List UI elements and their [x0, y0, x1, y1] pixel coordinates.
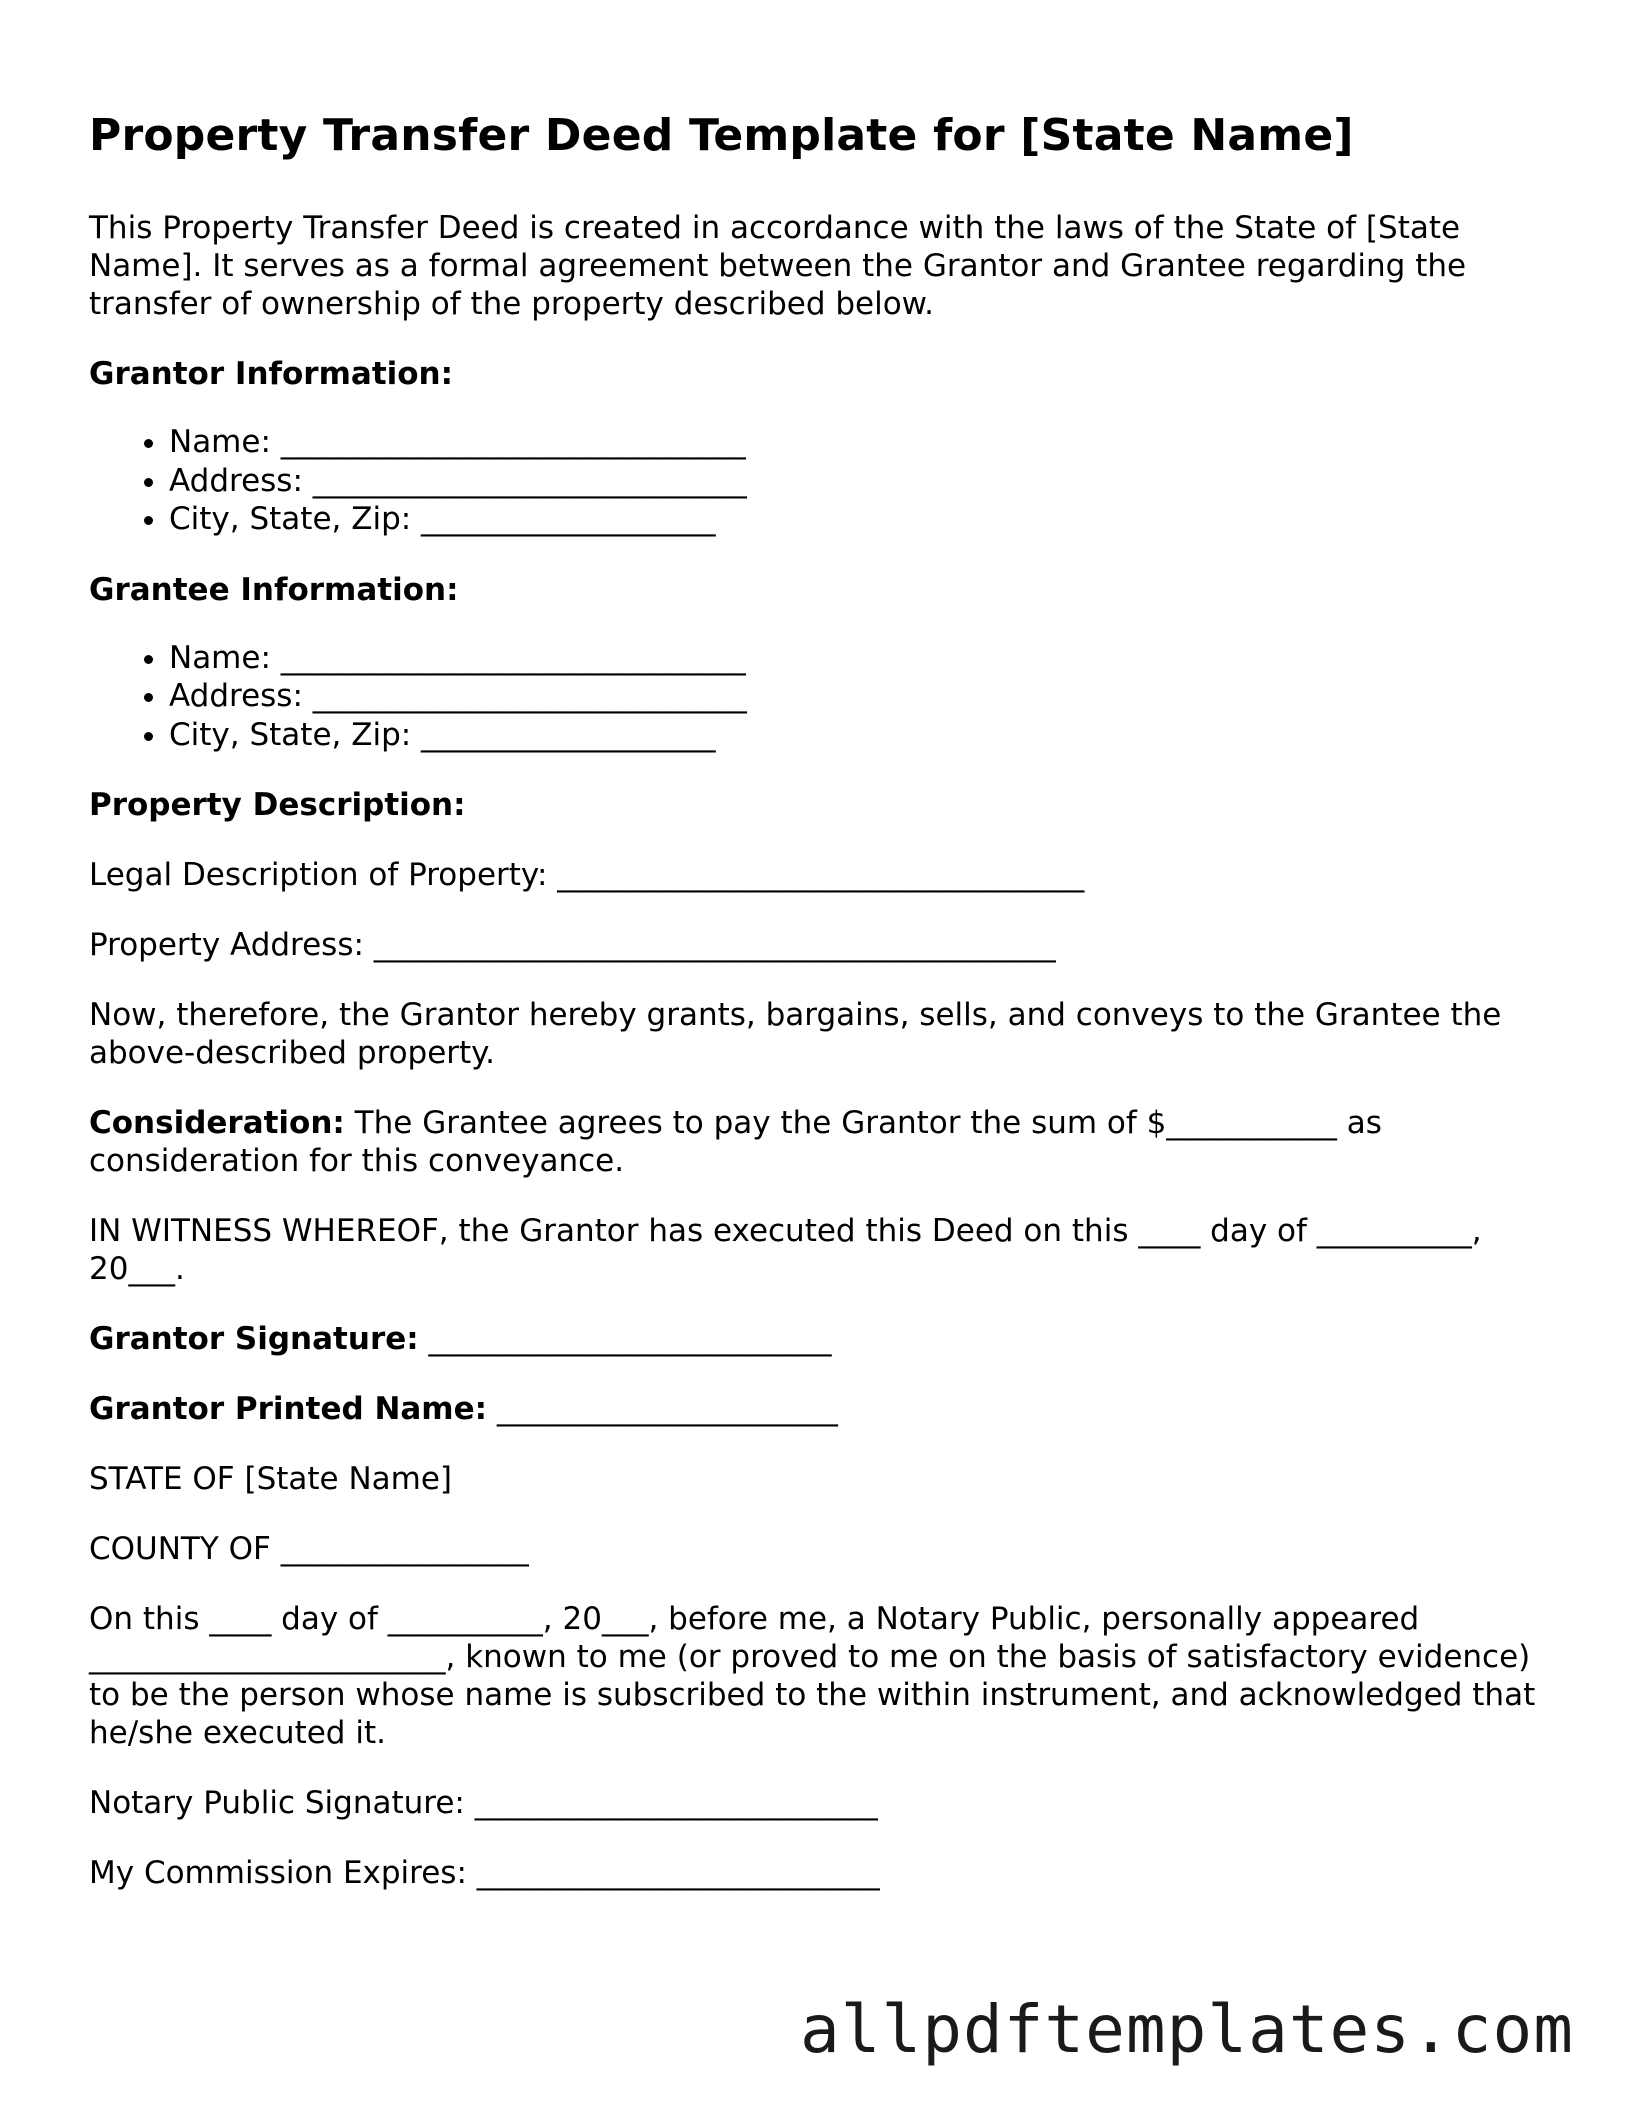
state-of-line: STATE OF [State Name] — [89, 1461, 453, 1497]
consideration-paragraph — [89, 1104, 1569, 1180]
intro-paragraph: This Property Transfer Deed is created in accordance with the laws of the State of [State Name]. It serves as a formal agreement between the Grantor and Grantee regarding the transfer of ownership of the property described below. — [89, 210, 1467, 322]
grantor-printed-name-blank: ______________________ — [487, 1391, 838, 1427]
consideration-text: The Grantee agrees to pay the Grantor the sum of $___________ as consideration for this conveyance. — [89, 1105, 1382, 1179]
grantor-signature-label: Grantor Signature: — [89, 1321, 419, 1357]
grantee-list — [89, 639, 1569, 755]
grantee-address-field: • Address: ____________________________ — [169, 677, 1569, 716]
grantor-list — [89, 423, 1569, 539]
legal-description-field: Legal Description of Property: __________________________________ — [89, 857, 1085, 893]
grantee-heading: Grantee Information: — [89, 571, 459, 608]
grantor-printed-name-line — [89, 1390, 1569, 1428]
document-page — [89, 108, 1569, 1892]
consideration-label: Consideration: — [89, 1105, 345, 1141]
grantor-printed-name-label: Grantor Printed Name: — [89, 1391, 488, 1427]
notary-acknowledgment: On this ____ day of __________, 20___, before me, a Notary Public, personally appeared _______________________, known to me (or proved to me on the basis of satisfactory evidence) to be the person whose name is subscribed to the within instrument, and acknowledged that he/she executed it. — [89, 1601, 1536, 1751]
witness-paragraph: IN WITNESS WHEREOF, the Grantor has executed this Deed on this ____ day of __________, 20___. — [89, 1213, 1482, 1287]
site-watermark: allpdftemplates.com — [800, 1991, 1574, 2068]
property-heading: Property Description: — [89, 787, 466, 823]
document-title: Property Transfer Deed Template for [State Name] — [89, 110, 1354, 161]
conveyance-paragraph: Now, therefore, the Grantor hereby grants, bargains, sells, and conveys to the Grantee the above-described property. — [89, 997, 1502, 1071]
notary-signature-line: Notary Public Signature: __________________________ — [89, 1785, 878, 1821]
grantor-heading: Grantor Information: — [89, 356, 454, 392]
grantor-name-field: • Name: ______________________________ — [169, 423, 1569, 462]
grantor-signature-blank: __________________________ — [418, 1321, 832, 1357]
grantee-name-field: • Name: ______________________________ — [169, 639, 1569, 678]
grantor-address-field: • Address: ____________________________ — [169, 462, 1569, 501]
commission-expires-line: My Commission Expires: __________________________ — [89, 1855, 880, 1891]
grantor-city-field: • City, State, Zip: ___________________ — [169, 500, 1569, 539]
grantor-signature-line — [89, 1320, 1569, 1358]
grantee-city-field: • City, State, Zip: ___________________ — [169, 716, 1569, 755]
county-of-line: COUNTY OF ________________ — [89, 1531, 529, 1567]
property-address-field: Property Address: ____________________________________________ — [89, 927, 1056, 963]
